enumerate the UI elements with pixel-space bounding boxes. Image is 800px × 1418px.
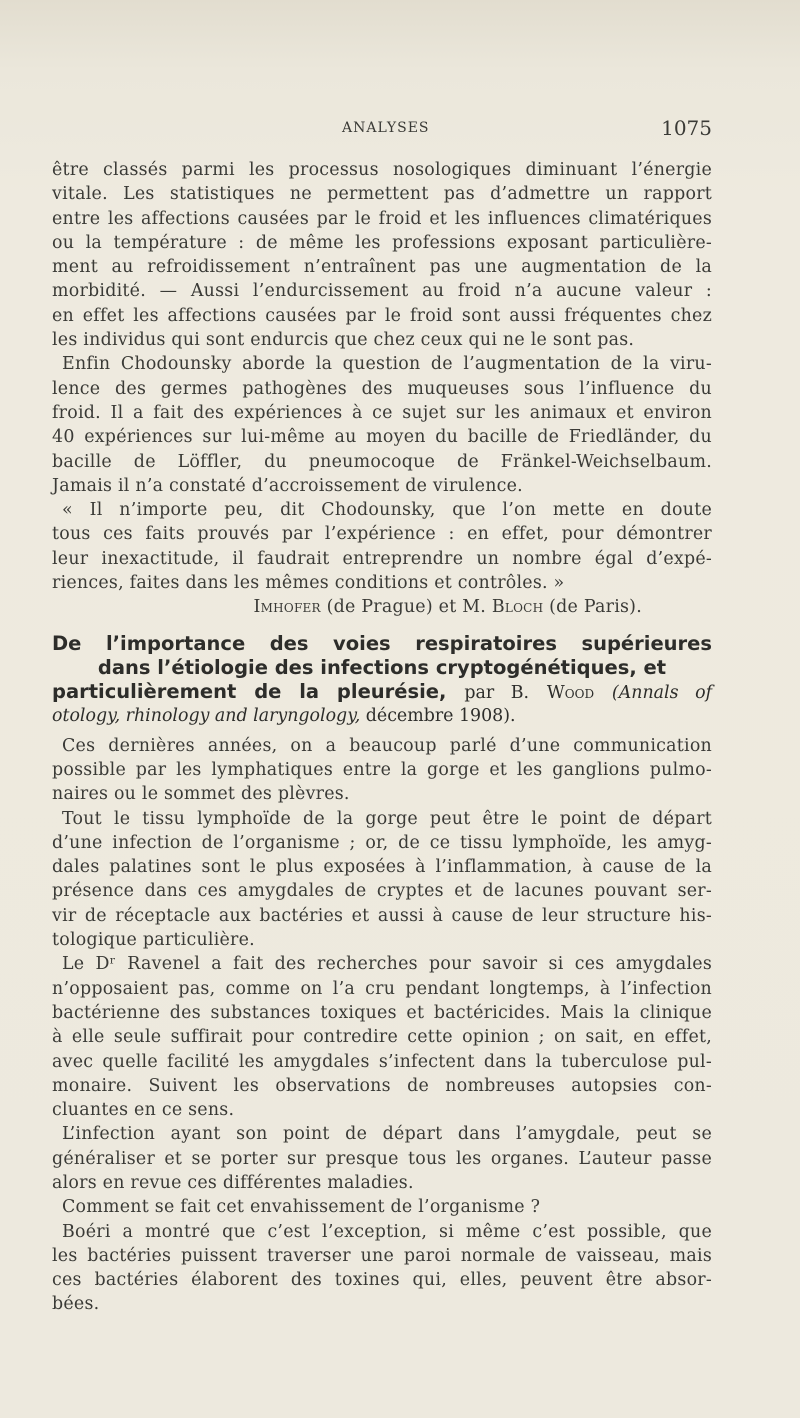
author-place: (de Prague) et M. bbox=[326, 597, 487, 618]
text-line: entre les affections causées par le froid et les influences climatériques bbox=[52, 208, 712, 229]
text-line: tologique particulière. bbox=[52, 930, 255, 951]
journal-name: (Annals of bbox=[611, 682, 713, 703]
text-line: bactérienne des substances toxiques et bactéricides. Mais la clinique bbox=[52, 1002, 712, 1023]
text-line: Jamais il n’a constaté d’accroissement de virulence. bbox=[52, 475, 523, 496]
text-line: alors en revue ces différentes maladies. bbox=[52, 1172, 414, 1193]
text-line: généraliser et se porter sur presque tous les organes. L’auteur passe bbox=[52, 1148, 712, 1169]
paragraph-continuation bbox=[52, 158, 712, 352]
text-line: Tout le tissu lymphoïde de la gorge peut être le point de départ bbox=[62, 808, 712, 829]
text-line: d’une infection de l’organisme ; or, de ce tissu lymphoïde, les amyg- bbox=[52, 832, 712, 853]
text-line: vir de réceptacle aux bactéries et aussi à cause de leur structure his- bbox=[52, 905, 712, 926]
title-line bbox=[52, 704, 712, 728]
text-line: 40 expériences sur lui-même au moyen du bacille de Friedländer, du bbox=[52, 427, 712, 448]
text-line: riences, faites dans les mêmes conditions et contrôles. » bbox=[52, 573, 565, 594]
text-line: monaire. Suivent les observations de nombreuses autopsies con- bbox=[52, 1075, 712, 1096]
text-line: Boéri a montré que c’est l’exception, si même c’est possible, que bbox=[62, 1221, 712, 1242]
publication-date: décembre 1908). bbox=[365, 705, 516, 726]
text-line: possible par les lymphatiques entre la gorge et les ganglions pulmo- bbox=[52, 759, 712, 780]
page-header bbox=[52, 116, 712, 146]
journal-name: otology, rhinology and laryngology, bbox=[52, 705, 361, 726]
paragraph bbox=[52, 952, 712, 1122]
text-line: dales palatines sont le plus exposées à l’inflammation, à cause de la bbox=[52, 857, 712, 878]
text-line: ces bactéries élaborent des toxines qui, elles, peuvent être absor- bbox=[52, 1270, 712, 1291]
text-line: naires ou le sommet des plèvres. bbox=[52, 784, 350, 805]
signature bbox=[52, 595, 712, 619]
paragraph-quote bbox=[52, 498, 712, 595]
title-text: particulièrement de la pleurésie, bbox=[52, 679, 447, 703]
text-line: les individus qui sont endurcis que chez ceux qui ne le sont pas. bbox=[52, 330, 635, 351]
author-name: Imhofer bbox=[253, 597, 321, 618]
text-line: présence dans ces amygdales de cryptes et de lacunes pouvant ser- bbox=[52, 881, 712, 902]
text-line: à elle seule suffirait pour contredire cette opinion ; on sait, en effet, bbox=[52, 1027, 712, 1048]
text-line: leur inexactitude, il faudrait entreprendre un nombre égal d’expé- bbox=[52, 548, 712, 569]
text-line: avec quelle facilité les amygdales s’infectent dans la tuberculose pul- bbox=[52, 1051, 712, 1072]
author-name: Wood bbox=[546, 682, 595, 703]
text-line: tous ces faits prouvés par l’expérience : en effet, pour démontrer bbox=[52, 524, 712, 545]
text-line: « Il n’importe peu, dit Chodounsky, que l’on mette en doute bbox=[62, 500, 712, 521]
paragraph bbox=[52, 1220, 712, 1317]
text-line: bacille de Löffler, du pneumocoque de Fränkel-Weichselbaum. bbox=[52, 451, 712, 472]
title-line: De l’importance des voies respiratoires supérieures bbox=[52, 631, 712, 655]
text-line: L’infection ayant son point de départ dans l’amygdale, peut se bbox=[62, 1124, 712, 1145]
text-line: cluantes en ce sens. bbox=[52, 1100, 235, 1121]
title-line: dans l’étiologie des infections cryptogénétiques, et bbox=[97, 655, 667, 679]
text-line: être classés parmi les processus nosologiques diminuant l’énergie bbox=[52, 160, 712, 180]
text-line: morbidité. — Aussi l’endurcissement au froid n’a aucune valeur : bbox=[52, 281, 712, 302]
text-line: ou la température : de même les professions exposant particulière- bbox=[52, 232, 712, 253]
text-line: en effet les affections causées par le froid sont aussi fréquentes chez bbox=[52, 305, 712, 326]
text-line: ment au refroidissement n’entraînent pas une augmentation de la bbox=[52, 257, 712, 278]
author-place: (de Paris). bbox=[549, 597, 642, 618]
text-line: lence des germes pathogènes des muqueuses sous l’influence du bbox=[52, 378, 712, 399]
paragraph bbox=[52, 1195, 712, 1219]
text-line: froid. Il a fait des expériences à ce sujet sur les animaux et environ bbox=[52, 402, 712, 423]
paragraph bbox=[52, 734, 712, 807]
text-line: Ces dernières années, on a beaucoup parlé d’une communication bbox=[62, 735, 712, 756]
text-line: bées. bbox=[52, 1294, 100, 1315]
paragraph bbox=[52, 807, 712, 953]
body-text bbox=[52, 158, 712, 1317]
article-title bbox=[52, 632, 712, 728]
text-line: vitale. Les statistiques ne permettent pas d’admettre un rapport bbox=[52, 184, 712, 205]
author-name: Bloch bbox=[491, 597, 544, 618]
title-line bbox=[52, 680, 712, 704]
text-line: les bactéries puissent traverser une paroi normale de vaisseau, mais bbox=[52, 1245, 712, 1266]
text-line: n’opposaient pas, comme on l’a cru pendant longtemps, à l’infection bbox=[52, 978, 712, 999]
text-line: Enfin Chodounsky aborde la question de l’augmentation de la viru- bbox=[62, 354, 712, 375]
paragraph bbox=[52, 1122, 712, 1195]
paragraph-chodounsky bbox=[52, 352, 712, 498]
page-number: 1075 bbox=[661, 116, 712, 140]
text-line: Comment se fait cet envahissement de l’organisme ? bbox=[62, 1197, 541, 1218]
text-line: Le Dʳ Ravenel a fait des recherches pour savoir si ces amygdales bbox=[62, 954, 712, 975]
running-head: ANALYSES bbox=[342, 120, 430, 136]
byline-prefix: par B. bbox=[464, 682, 530, 703]
